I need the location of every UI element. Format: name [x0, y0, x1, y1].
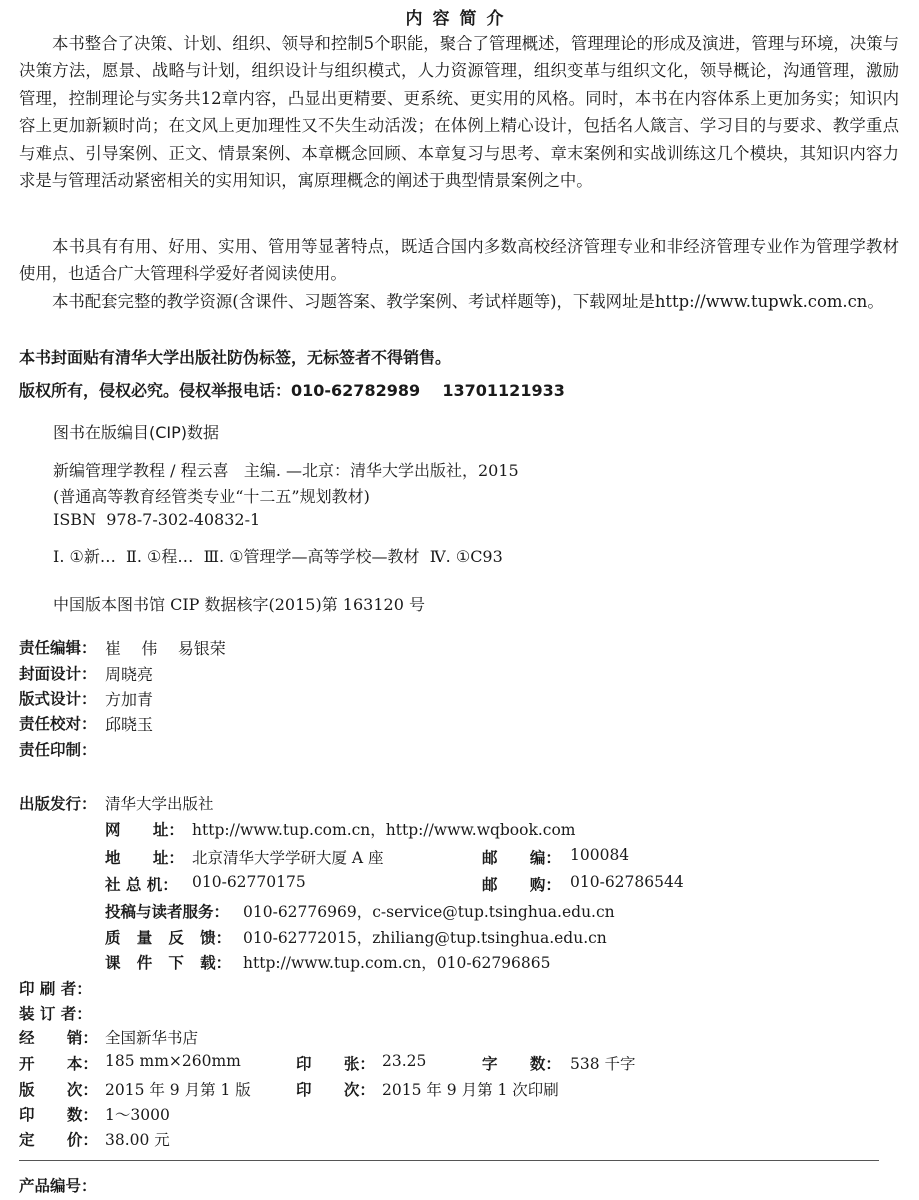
- postcode-label: 邮 编：: [482, 849, 561, 867]
- cip-series-line: (普通高等教育经管类专业“十二五”规划教材): [53, 487, 370, 506]
- credit-value: 崔 伟 易银荣: [105, 639, 226, 658]
- credit-value: 周晓亮: [105, 665, 154, 684]
- credit-value: 方加青: [105, 690, 154, 709]
- distributor-value: 全国新华书店: [105, 1029, 199, 1047]
- cip-title-line: 新编管理学教程 / 程云喜 主编. —北京：清华大学出版社，2015: [53, 461, 519, 480]
- print-run-label: 印 数：: [19, 1106, 98, 1124]
- sheets-label: 印 张：: [296, 1055, 375, 1073]
- price-value: 38.00 元: [105, 1131, 170, 1149]
- reader-service-value: 010-62776969，c-service@tup.tsinghua.edu.cn: [243, 903, 615, 921]
- summary-paragraph-1: 本书整合了决策、计划、组织、领导和控制5个职能，聚合了管理概述，管理理论的形成及演进，管理与环境，决策与决策方法，愿景、战略与计划，组织设计与组织模式，人力资源管理，组织变革与组织文化，领导概论，沟通管理，激励管理，控制理论与实务共12章内容，凸显出更精要、更系统、更实用的风格。同时，本书在内容体系上更加务实；知识内容上更加新颖时尚；在文风上更加理性又不失生动活泼；在体例上精心设计，包括名人箴言、学习目的与要求、教学重点与难点、引导案例、正文、情景案例、本章概念回顾、本章复习与思考、章末案例和实战训练这几个模块，其知识内容力求是与管理活动紧密相关的实用知识，寓原理概念的阐述于典型情景案例之中。: [19, 34, 899, 191]
- credit-label: 责任印制：: [19, 741, 97, 759]
- summary-paragraph-2: 本书具有有用、好用、实用、管用等显著特点，既适合国内多数高校经济管理专业和非经济管理专业作为管理学教材使用，也适合广大管理科学爱好者阅读使用。: [19, 237, 899, 284]
- postcode-value: 100084: [570, 846, 630, 864]
- credit-label: 封面设计：: [19, 665, 97, 683]
- format-label: 开 本：: [19, 1055, 98, 1073]
- anti-counterfeit-notice: 本书封面贴有清华大学出版社防伪标签，无标签者不得销售。: [19, 348, 452, 367]
- website-label: 网 址：: [105, 821, 184, 839]
- publisher-name: 清华大学出版社: [105, 795, 214, 813]
- product-number-label: 产品编号：: [19, 1177, 97, 1195]
- printer-label: 印 刷 者：: [19, 980, 92, 998]
- address-value: 北京清华大学学研大厦 A 座: [192, 849, 384, 867]
- impression-label: 印 次：: [296, 1081, 375, 1099]
- reader-service-label: 投稿与读者服务：: [105, 903, 230, 921]
- impression-value: 2015 年 9 月第 1 次印刷: [382, 1081, 559, 1099]
- price-label: 定 价：: [19, 1131, 98, 1149]
- copyright-notice: 版权所有，侵权必究。侵权举报电话：010-62782989 13701121933: [19, 381, 565, 400]
- word-count-value: 538 千字: [570, 1055, 636, 1073]
- summary-title: 内容简介: [405, 9, 514, 29]
- word-count-label: 字 数：: [482, 1055, 561, 1073]
- credit-label: 版式设计：: [19, 690, 97, 708]
- website-value: http://www.tup.com.cn，http://www.wqbook.com: [192, 821, 576, 839]
- distributor-label: 经 销：: [19, 1029, 98, 1047]
- quality-feedback-label: 质 量 反 馈：: [105, 929, 232, 947]
- sheets-value: 23.25: [382, 1052, 427, 1070]
- address-label: 地 址：: [105, 849, 184, 867]
- credit-label: 责任校对：: [19, 715, 97, 733]
- mail-order-value: 010-62786544: [570, 873, 684, 891]
- footer-divider: [19, 1160, 879, 1161]
- cip-record-number: 中国版本图书馆 CIP 数据核字(2015)第 163120 号: [53, 595, 425, 614]
- print-run-value: 1～3000: [105, 1106, 170, 1124]
- courseware-download-label: 课 件 下 载：: [105, 954, 232, 972]
- credit-value: 邱晓玉: [105, 715, 154, 734]
- cip-classification: Ⅰ. ①新… Ⅱ. ①程… Ⅲ. ①管理学—高等学校—教材 Ⅳ. ①C93: [53, 547, 503, 566]
- cip-heading: 图书在版编目(CIP)数据: [53, 423, 220, 442]
- summary-paragraph-3: 本书配套完整的教学资源(含课件、习题答案、教学案例、考试样题等)，下载网址是http://www.tupwk.com.cn。: [52, 292, 884, 311]
- binder-label: 装 订 者：: [19, 1005, 92, 1023]
- courseware-download-value: http://www.tup.com.cn，010-62796865: [243, 954, 551, 972]
- publisher-label: 出版发行：: [19, 795, 97, 813]
- cip-isbn: ISBN 978-7-302-40832-1: [53, 510, 261, 529]
- format-value: 185 mm×260mm: [105, 1052, 241, 1070]
- credit-label: 责任编辑：: [19, 639, 97, 657]
- edition-value: 2015 年 9 月第 1 版: [105, 1081, 251, 1099]
- switchboard-value: 010-62770175: [192, 873, 306, 891]
- mail-order-label: 邮 购：: [482, 876, 561, 894]
- edition-label: 版 次：: [19, 1081, 98, 1099]
- switchboard-label: 社 总 机：: [105, 876, 178, 894]
- quality-feedback-value: 010-62772015，zhiliang@tup.tsinghua.edu.cn: [243, 929, 607, 947]
